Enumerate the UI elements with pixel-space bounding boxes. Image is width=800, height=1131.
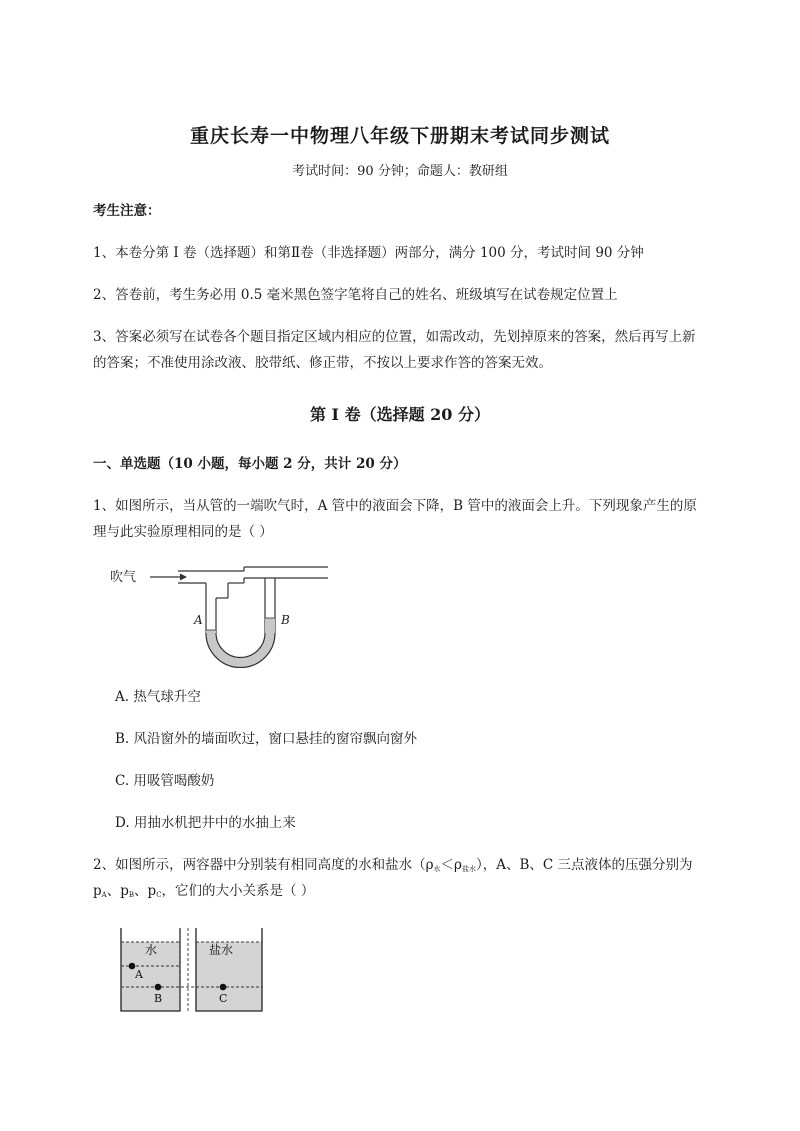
- point-a-label: A: [135, 968, 143, 981]
- q2-stem-line1: 2、如图所示，两容器中分别装有相同高度的水和盐水$(\rho_水<\rho_{盐水})$，A、B、C 三点液体的压强分别为: [93, 857, 693, 873]
- point-c-label: C: [219, 992, 228, 1005]
- section-title: 第 I 卷（选择题 20 分）: [309, 405, 491, 424]
- q2-stem-line2: $p_A$、$p_B$、$p_C$，它们的大小关系是（ ）: [93, 883, 315, 899]
- q1-stem-line1: 1、如图所示，当从管的一端吹气时，A 管中的液面会下降，B 管中的液面会上升。下列现象产生的原: [93, 498, 697, 514]
- salt-water-label: 盐水: [209, 943, 234, 957]
- tube-a-label: A: [194, 613, 203, 627]
- q1-option-a: A. 热气球升空: [115, 689, 201, 705]
- notice-item-1: 1、本卷分第 I 卷（选择题）和第Ⅱ卷（非选择题）两部分，满分 100 分，考试时间 90 分钟: [93, 245, 644, 261]
- exam-info: 考试时间：90 分钟；命题人：教研组: [292, 164, 508, 179]
- notice-item-3: 3、答案必须写在试卷各个题目指定区域内相应的位置，如需改动，先划掉原来的答案，然后再写上新: [93, 329, 696, 345]
- blow-label: 吹气: [110, 570, 137, 585]
- q1-option-d: D. 用抽水机把井中的水抽上来: [115, 815, 296, 831]
- part-title: 一、单选题（10 小题，每小题 2 分，共计 20 分）: [93, 456, 407, 472]
- q2-containers-figure: [118, 928, 266, 1014]
- q1-tube-figure: [110, 558, 350, 668]
- q1-option-c: C. 用吸管喝酸奶: [115, 773, 215, 789]
- tube-b-label: B: [281, 613, 290, 627]
- notice-item-2: 2、答卷前，考生务必用 0.5 毫米黑色签字笔将自己的姓名、班级填写在试卷规定位置上: [93, 287, 618, 303]
- notice-item-3-cont: 的答案；不准使用涂改液、胶带纸、修正带，不按以上要求作答的答案无效。: [93, 355, 552, 371]
- notice-heading: 考生注意：: [93, 203, 161, 219]
- page-title: 重庆长寿一中物理八年级下册期末考试同步测试: [189, 125, 610, 147]
- water-label: 水: [145, 943, 158, 957]
- point-b-label: B: [154, 992, 163, 1005]
- q1-option-b: B. 风沿窗外的墙面吹过，窗口悬挂的窗帘飘向窗外: [115, 731, 418, 747]
- q1-stem-line2: 理与此实验原理相同的是（ ）: [93, 524, 273, 540]
